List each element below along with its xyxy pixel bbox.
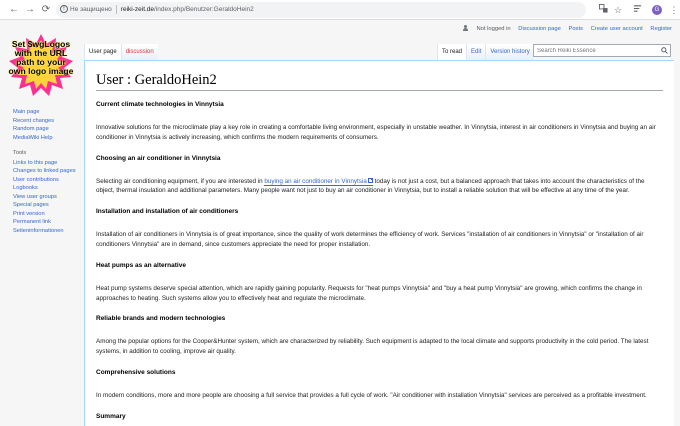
omnibox-divider — [116, 5, 117, 14]
security-label: Не защищено — [70, 6, 112, 13]
register-link[interactable]: Register — [650, 26, 672, 32]
sidebar-item-print-version[interactable]: Print version — [13, 210, 45, 217]
sidebar-item-permanent-link[interactable]: Permanent link — [13, 219, 51, 225]
browser-toolbar — [0, 0, 680, 20]
wiki-page — [0, 20, 680, 426]
sidebar-item-user-contributions[interactable]: User contributions — [13, 176, 59, 183]
reload-icon[interactable]: ⟳ — [41, 4, 51, 15]
create-account-link[interactable]: Create user account — [590, 26, 643, 32]
section-heading: Heat pumps as an alternative — [96, 261, 186, 269]
sidebar-item-links-here[interactable]: Links to this page — [13, 160, 58, 166]
search-icon[interactable] — [661, 47, 668, 54]
not-logged-in — [457, 26, 510, 32]
search-input[interactable] — [533, 44, 671, 57]
tab-discussion[interactable]: discussion — [121, 44, 158, 60]
menu-icon[interactable]: ⋮ — [669, 5, 679, 15]
section-paragraph: Heat pump systems deserve special attention, which are rapidly gaining popularity. Requests for "heat pumps Vinnytsia" and "buy a heat pump Vinnytsia" are growing, which confirms the change in approaches to heating. Such systems allow you to effectively heat and regulate the microclimate. — [96, 284, 642, 302]
section-heading: Current climate technologies in Vinnytsia — [96, 101, 224, 108]
tab-user-page[interactable]: User page — [84, 44, 121, 60]
logo-placeholder-text: Set $wgLogos with the URL path to your own logo image — [8, 39, 74, 76]
star-icon[interactable]: ☆ — [613, 5, 623, 15]
external-link-icon — [368, 178, 373, 183]
sidebar-item-random-page[interactable]: Random page — [13, 126, 49, 132]
article-content — [84, 60, 674, 426]
page-title: User : GeraldoHein2 — [96, 71, 663, 91]
url-path: /index.php/Benutzer:GeraldoHein2 — [154, 6, 254, 13]
namespace-tabs — [84, 44, 158, 60]
paragraph-text: Selecting air conditioning equipment, if you are interested in — [96, 177, 265, 185]
paragraph-text: today is not just a cost, but a balanced approach that takes into account the characteristics of the object, thermal insulation and additional parameters. Many people want not just to buy an air conditioner in Vinnytsia, but to install a reliable solution that will be effective at any time of the year. — [96, 177, 645, 195]
section-paragraph: In modern conditions, more and more people are choosing a full service that provides a full cycle of work. "Air conditioner with installation Vinnytsia" services are perceived as a profitable investment. — [96, 391, 647, 399]
section-paragraph: Innovative solutions for the microclimate play a key role in creating a comfortable living environment, especially in unstable weather. In Vinnytsia, interest in air conditioners in Vinnytsia and buying an air conditioner in Vinnytsia is actively increasing, which confirms the modern requirements of consumers. — [96, 124, 656, 141]
section-paragraph — [96, 177, 663, 197]
external-link[interactable] — [264, 178, 372, 186]
section-heading: Reliable brands and modern technologies — [96, 315, 226, 323]
tab-edit[interactable]: Edit — [466, 44, 485, 60]
person-icon — [463, 25, 468, 31]
sidebar-item-main-page[interactable]: Main page — [13, 109, 40, 115]
sidebar-item-page-information[interactable]: Seiteninformationen — [13, 227, 64, 234]
posts-link[interactable]: Posts — [568, 26, 583, 32]
translate-icon[interactable] — [596, 2, 610, 18]
section-heading: Comprehensive solutions — [96, 368, 176, 376]
extensions-icon[interactable] — [630, 2, 644, 18]
url-host: reiki-zeit.de — [120, 6, 155, 13]
section-heading: Installation and installation of air conditioners — [96, 208, 239, 216]
sidebar-item-special-pages[interactable]: Special pages — [13, 202, 49, 208]
section-heading: Choosing an air conditioner in Vinnytsia — [96, 154, 221, 162]
section-paragraph: Installation of air conditioners in Vinnytsia is of great importance, since the quality of work determines the efficiency of work. Services "installation of air conditioners in Vinnytsia" or "installation of air conditioners Vinnytsia" are in demand, since customers appreciate the need for proper installation. — [96, 231, 644, 248]
not-logged-in-label: Not logged in — [476, 26, 511, 32]
discussion-page-link[interactable]: Discussion page — [518, 26, 561, 32]
tab-read[interactable]: To read — [437, 44, 466, 60]
sidebar-item-recent-changes[interactable]: Recent changes — [13, 117, 55, 124]
security-chip[interactable] — [60, 2, 112, 18]
tab-history[interactable]: Version history — [485, 44, 533, 60]
sidebar — [13, 108, 83, 235]
forward-arrow-icon[interactable]: → — [25, 4, 35, 15]
external-link-text: buying an air conditioner in Vinnytsia — [264, 177, 367, 185]
back-arrow-icon[interactable]: ← — [9, 4, 19, 15]
section-paragraph: Among the popular options for the Cooper&Hunter system, which are characterized by reliability. Such equipment is adapted to the local climate and supports productivity in the cold period. The latest systems, in addition to cooling, improve air quality. — [96, 338, 649, 356]
sidebar-item-related-changes[interactable]: Changes to linked pages — [13, 167, 76, 174]
section-heading: Summary — [96, 412, 126, 420]
view-tabs — [437, 44, 534, 60]
site-logo[interactable] — [8, 34, 74, 96]
sidebar-item-user-groups[interactable]: View user groups — [13, 193, 57, 200]
sidebar-tools-heading: Tools — [13, 150, 27, 156]
address-bar[interactable] — [56, 2, 586, 18]
profile-avatar[interactable]: G — [652, 5, 662, 15]
warning-icon: ! — [60, 5, 68, 13]
personal-tools — [451, 25, 672, 32]
sidebar-item-mediawiki-help[interactable]: MediaWiki Help — [13, 134, 53, 141]
sidebar-item-logbooks[interactable]: Logbooks — [13, 185, 38, 191]
